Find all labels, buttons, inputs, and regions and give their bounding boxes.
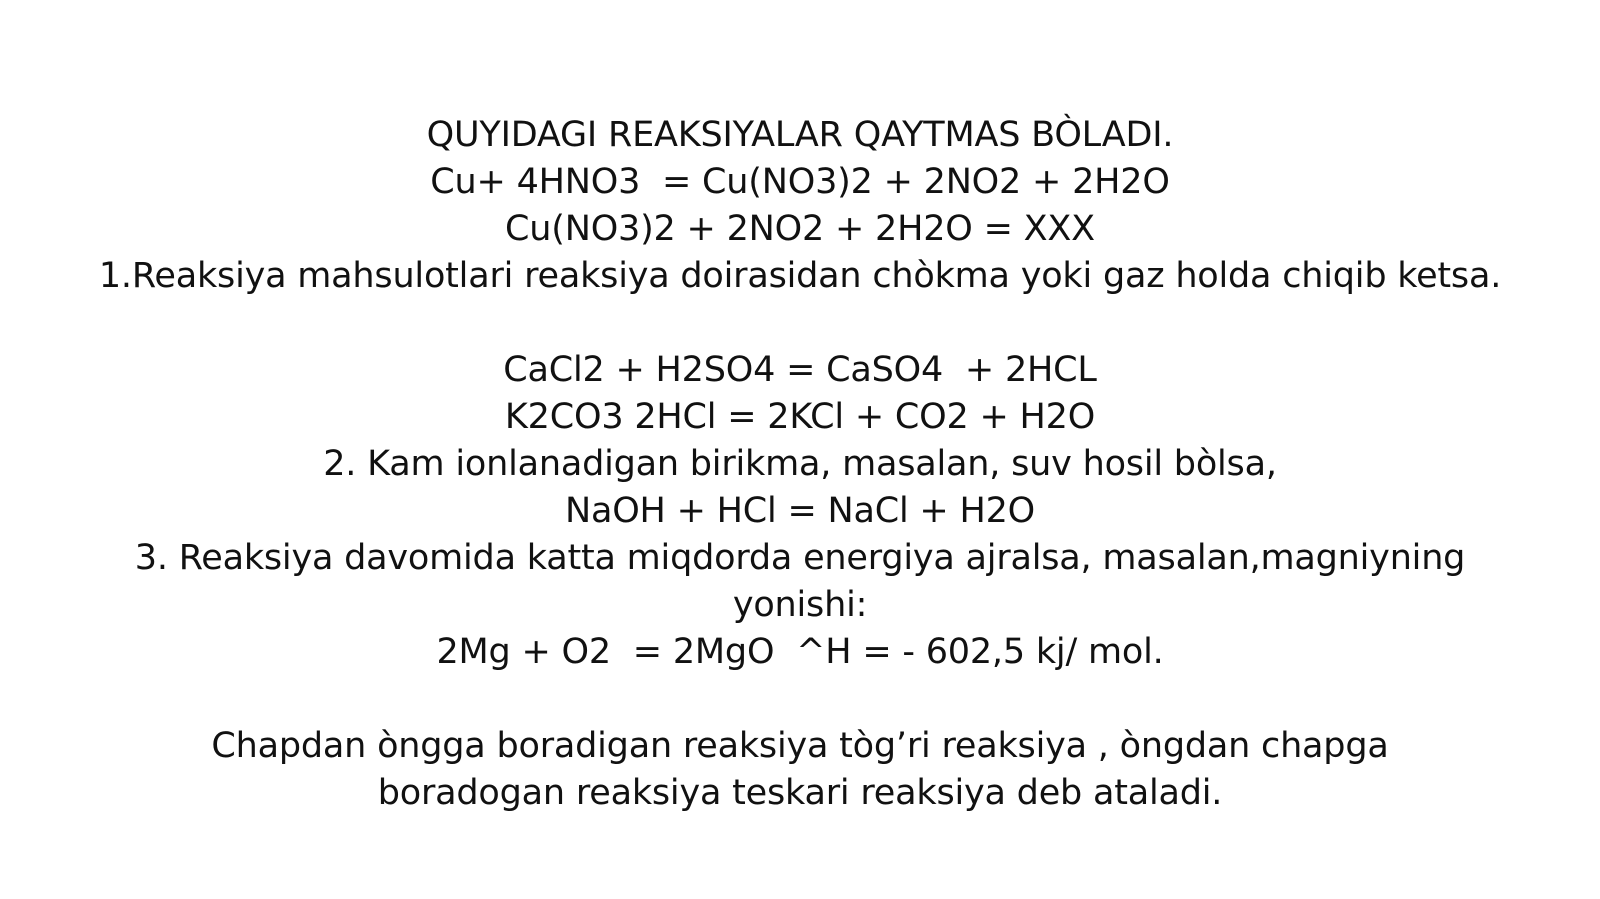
equation-calcium-chloride: CaCl2 + H2SO4 = CaSO4 + 2HCL	[503, 350, 1097, 390]
slide-content	[60, 112, 1540, 817]
rule-precipitate-or-gas: 1.Reaksiya mahsulotlari reaksiya doirasidan chòkma yoki gaz holda chiqib ketsa.	[98, 256, 1502, 296]
conclusion-text: Chapdan òngga boradigan reaksiya tòg’ri reaksiya , òngdan chapga boradogan reaksiya teskari reaksiya deb ataladi.	[211, 726, 1389, 813]
equation-neutralization: NaOH + HCl = NaCl + H2O	[564, 491, 1036, 531]
equation-magnesium-combustion: 2Mg + O2 = 2MgO ^H = - 602,5 kj/ mol.	[436, 632, 1164, 672]
rule-energy-release: 3. Reaksiya davomida katta miqdorda energiya ajralsa, masalan,magniyning yonishi:	[134, 538, 1466, 625]
slide-title: QUYIDAGI REAKSIYALAR QAYTMAS BÒLADI.	[426, 115, 1174, 155]
rule-weak-electrolyte: 2. Kam ionlanadigan birikma, masalan, suv hosil bòlsa,	[323, 444, 1277, 484]
blank-spacer	[60, 300, 1540, 347]
blank-spacer	[60, 676, 1540, 723]
equation-potassium-carbonate: K2CO3 2HCl = 2KCl + CO2 + H2O	[504, 397, 1096, 437]
equation-reverse-reaction: Cu(NO3)2 + 2NO2 + 2H2O = XXX	[505, 209, 1095, 249]
equation-copper-nitric-acid: Cu+ 4HNO3 = Cu(NO3)2 + 2NO2 + 2H2O	[430, 162, 1170, 202]
